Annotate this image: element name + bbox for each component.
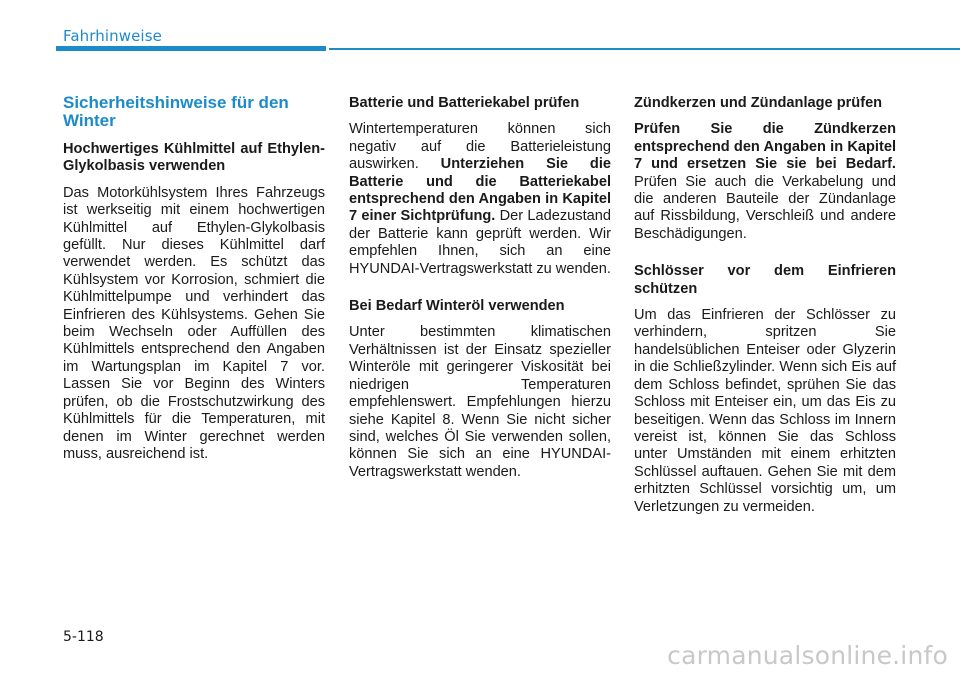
header-accent-bar — [56, 46, 326, 51]
locks-subtitle: Schlösser vor dem Einfrieren schützen — [634, 263, 896, 297]
coolant-subtitle: Hochwertiges Kühlmittel auf Ethylen-Glykolbasis verwenden — [63, 141, 325, 175]
battery-paragraph — [349, 121, 611, 278]
spacer — [634, 243, 896, 263]
coolant-paragraph: Das Motorkühlsystem Ihres Fahrzeugs ist werkseitig mit einem hochwertigen Kühlmittel auf Ethylen-Glykolbasis gefüllt. Nur dieses Kühlmittel darf verwendet werden. Es schützt das Kühlsystem vor Korrosion, schmiert die Kühlmittelpumpe und verhindert das Einfrieren des Kühlsystems. Gehen Sie beim Wechseln oder Auffüllen des Kühlmittels entsprechend den Angaben im Wartungsplan im Kapitel 7 vor. Lassen Sie vor Beginn des Winters prüfen, ob die Frostschutzwirkung des Kühlmittels für die Temperaturen, mit denen im Winter gerechnet werden muss, ausreichend ist. — [63, 184, 325, 462]
spark-plug-subtitle: Zündkerzen und Zündanlage prüfen — [634, 95, 883, 111]
column-left — [63, 94, 325, 463]
battery-text-intro: Wintertemperaturen können sich negativ auf die Batterieleistung auswirken. — [349, 121, 611, 173]
spark-plug-text-rest: Prüfen Sie auch die Verkabelung und die anderen Bauteile der Zündanlage auf Rissbildung, Verschleiß und andere Beschädigungen. — [634, 173, 896, 242]
watermark: carmanualsonline.info — [667, 641, 948, 670]
locks-paragraph: Um das Einfrieren der Schlösser zu verhindern, spritzen Sie handelsüblichen Enteiser oder Glyzerin in die Schließzylinder. Wenn sich Eis auf dem Schloss befindet, sprühen Sie das Schloss mit Enteiser ein, um das Eis zu beseitigen. Wenn das Schloss im Innern vereist ist, können Sie das Schloss unter Umständen mit einem erhitzten Schlüssel auftauen. Gehen Sie mit dem erhitzten Schlüssel vorsichtig um, um Verletzungen zu vermeiden. — [634, 307, 896, 515]
page-number: 5-118 — [63, 629, 104, 645]
spacer — [349, 278, 611, 298]
header-divider-line — [329, 48, 960, 50]
spark-plug-text-emphasis: Prüfen Sie die Zündkerzen entsprechend den Angaben in Kapitel 7 und ersetzen Sie sie bei Bedarf. — [634, 121, 896, 173]
battery-subtitle: Batterie und Batteriekabel prüfen — [349, 95, 580, 111]
winter-oil-paragraph: Unter bestimmten klimatischen Verhältnissen ist der Einsatz spezieller Winteröle mit geringerer Viskosität bei niedrigen Temperaturen empfehlenswert. Empfehlungen hierzu siehe Kapitel 8. Wenn Sie nicht sicher sind, welches Öl Sie verwenden sollen, können Sie sich an eine HYUNDAI-Vertragswerkstatt wenden. — [349, 324, 611, 480]
battery-text-emphasis: Unterziehen Sie die Batterie und die Batteriekabel entsprechend den Angaben in Kapitel 7 einer Sichtprüfung. — [349, 156, 612, 225]
winter-oil-subtitle: Bei Bedarf Winteröl verwenden — [349, 298, 565, 315]
section-title: Sicherheitshinweise für den Winter — [63, 93, 289, 130]
column-right — [634, 95, 896, 516]
spark-plug-paragraph — [634, 121, 896, 243]
battery-text-rest: Der Ladezustand der Batterie kann geprüft werden. Wir empfehlen Ihnen, sich an eine HYUNDAI-Vertragswerkstatt zu wenden. — [349, 208, 611, 277]
section-header-label: Fahrhinweise — [63, 27, 162, 45]
column-middle — [349, 95, 611, 481]
